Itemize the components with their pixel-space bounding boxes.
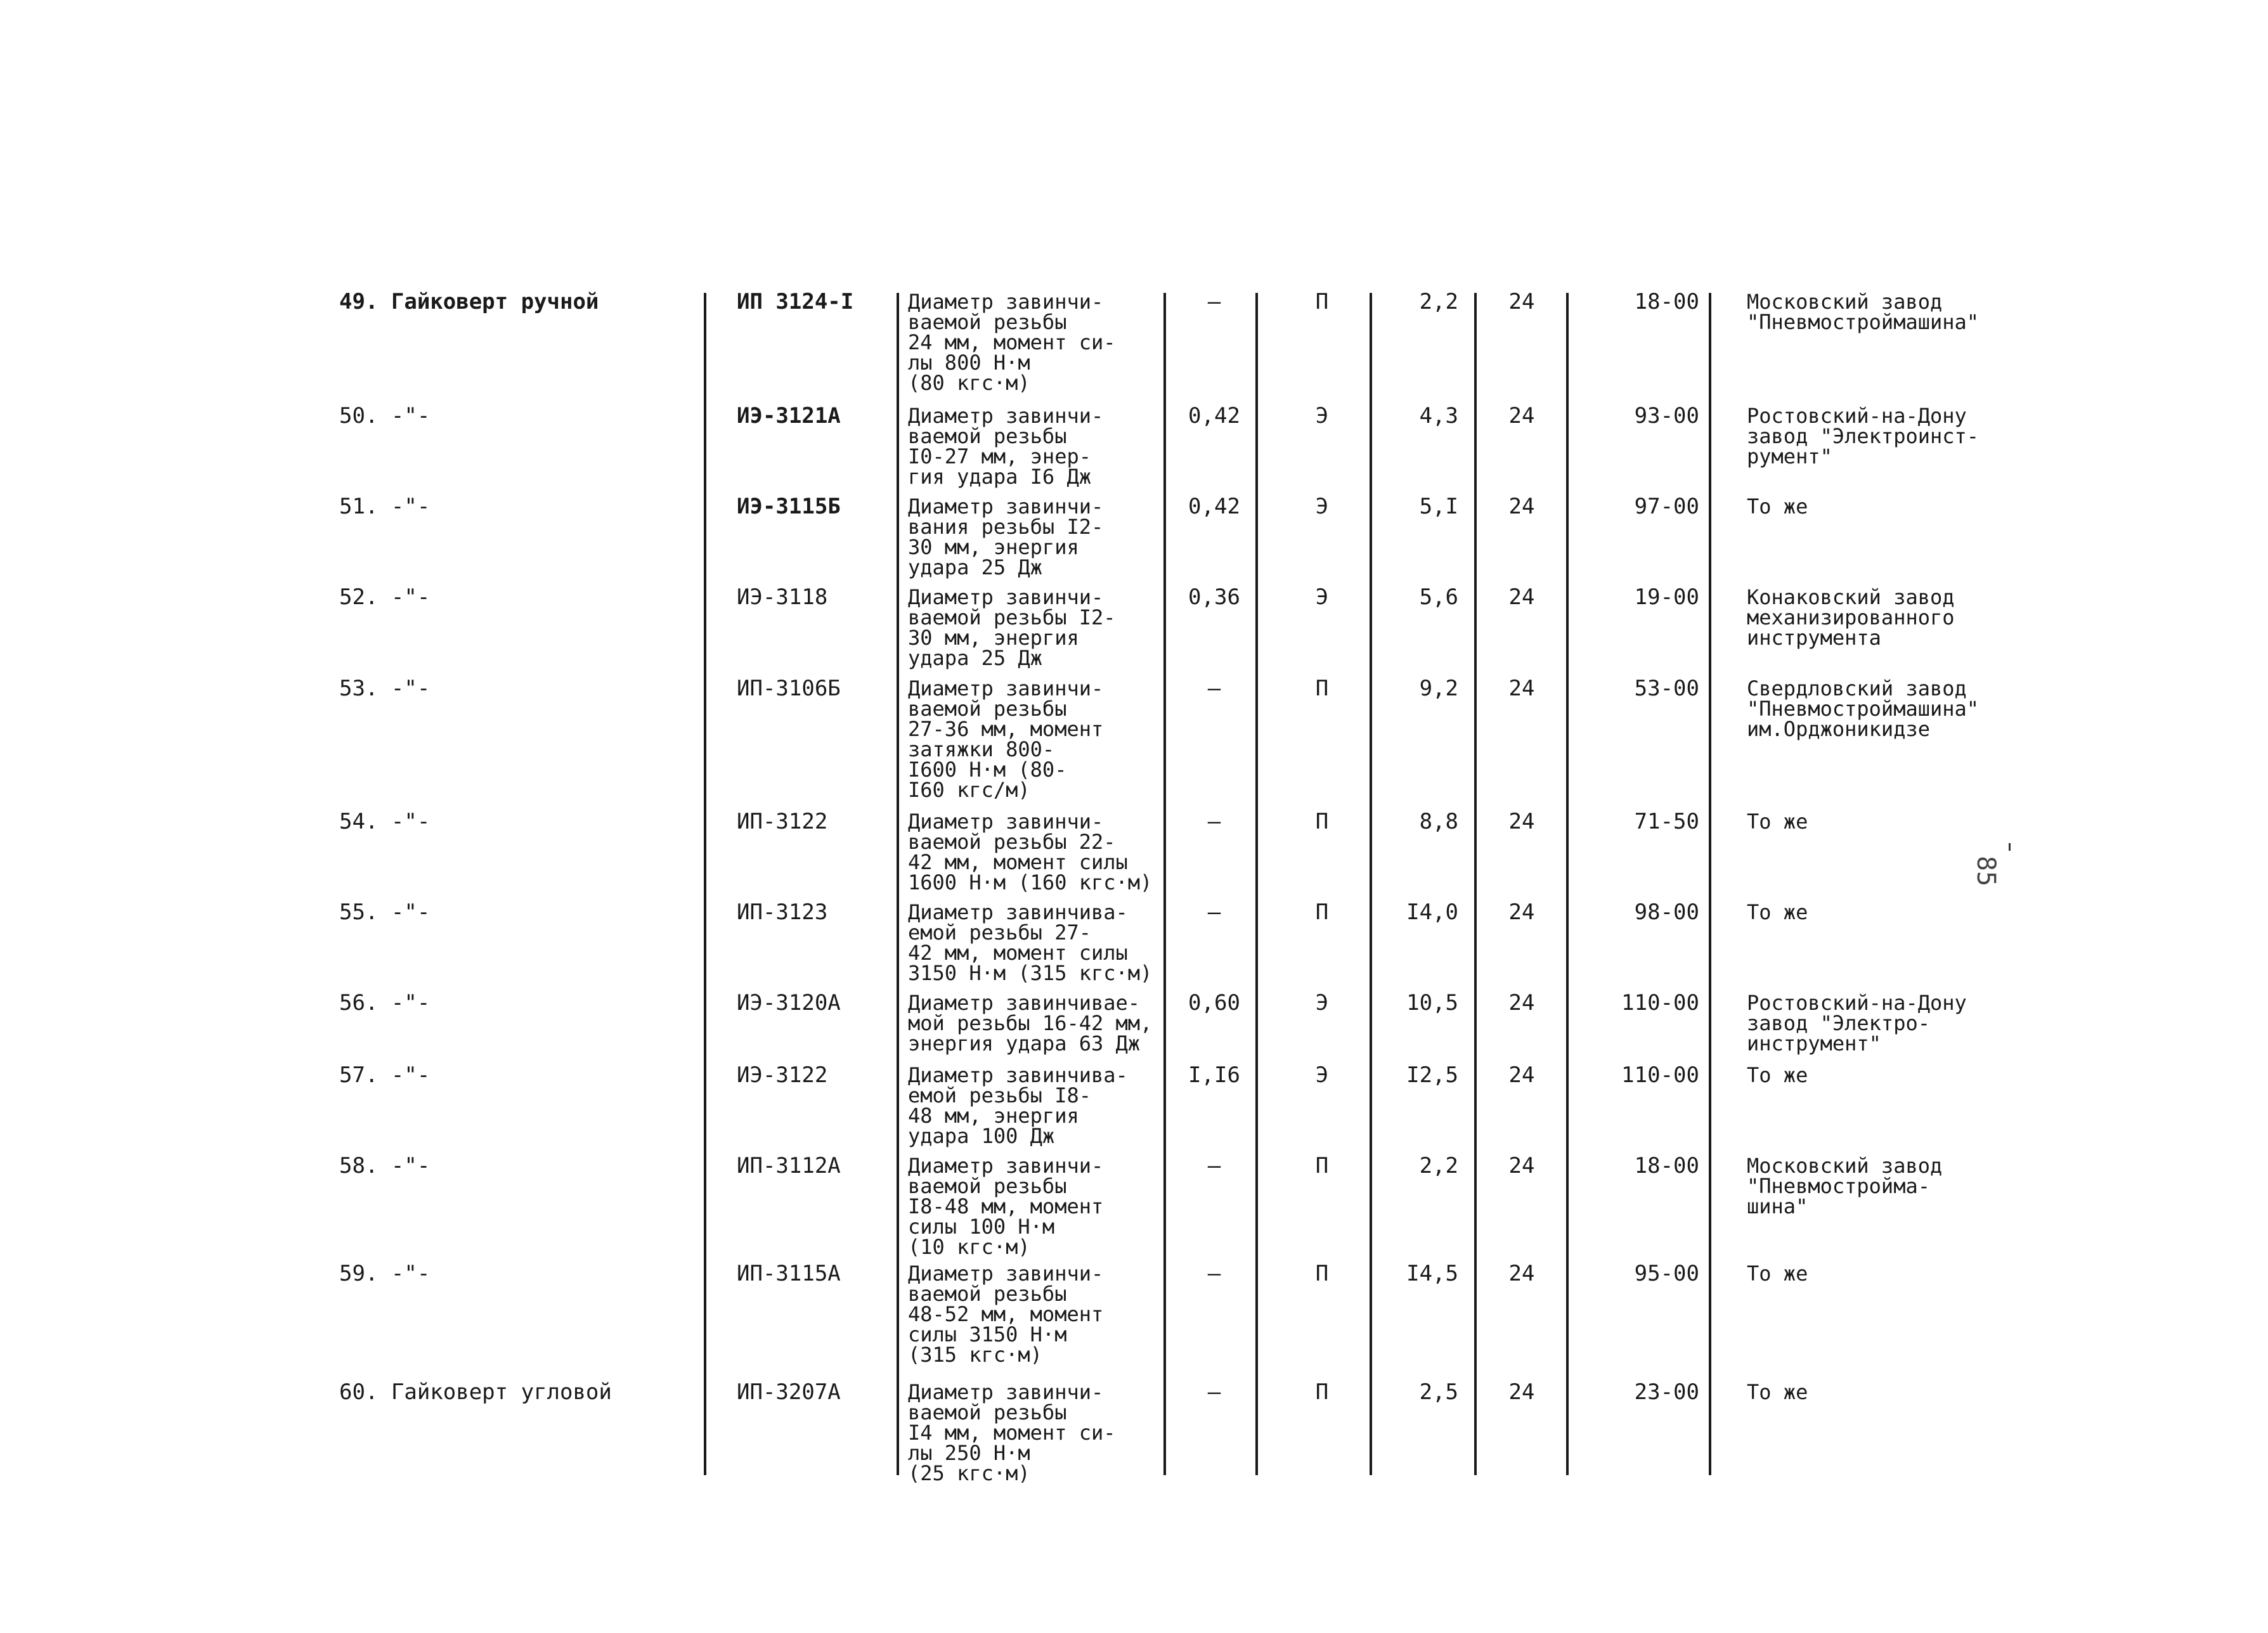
power-value: – — [1207, 900, 1221, 925]
item-name: 56. -"- — [339, 990, 431, 1016]
mass-value: 5,I — [1419, 494, 1458, 519]
model-code: ИП-3112А — [737, 1153, 841, 1178]
model-code: ИЭ-3115Б — [737, 494, 841, 519]
voltage-value: 24 — [1508, 676, 1535, 701]
voltage-value: 24 — [1508, 494, 1535, 519]
power-value: 0,36 — [1188, 584, 1240, 610]
voltage-value: 24 — [1508, 403, 1535, 429]
mass-value: 10,5 — [1406, 990, 1458, 1016]
price-value: 98-00 — [1634, 900, 1699, 925]
manufacturer: То же — [1747, 900, 1808, 924]
manufacturer: Свердловский завод "Пневмостроймашина" им.Орджоникидзе — [1747, 676, 1980, 741]
model-code: ИП 3124-I — [737, 289, 854, 314]
manufacturer: Московский завод "Пневмостроймашина" — [1747, 290, 1980, 334]
item-description: Диаметр завинчи- ваемой резьбы 24 мм, момент си- лы 800 Н·м (80 кгс·м) — [908, 290, 1116, 395]
column-rule — [1370, 293, 1372, 1475]
page-number-tick — [2009, 843, 2011, 851]
item-description: Диаметр завинчи- ваемой резьбы I8-48 мм, момент силы 100 Н·м (10 кгс·м) — [908, 1154, 1104, 1259]
model-code: ИП-3115А — [737, 1261, 841, 1286]
power-value: 0,42 — [1188, 494, 1240, 519]
manufacturer: То же — [1747, 1380, 1808, 1404]
item-name: 49. Гайковерт ручной — [339, 289, 599, 314]
item-description: Диаметр завинчива- емой резьбы 27- 42 мм, момент силы 3150 Н·м (315 кгс·м) — [908, 900, 1153, 985]
price-value: 23-00 — [1634, 1379, 1699, 1405]
voltage-value: 24 — [1508, 1062, 1535, 1088]
model-code: ИП-3123 — [737, 900, 828, 925]
model-code: ИЭ-3120А — [737, 990, 841, 1016]
model-code: ИП-3207А — [737, 1379, 841, 1405]
manufacturer: Московский завод "Пневмостроймa- шина" — [1747, 1154, 1943, 1218]
column-rule — [704, 293, 706, 1475]
column-rule — [1255, 293, 1258, 1475]
voltage-value: 24 — [1508, 1261, 1535, 1286]
item-description: Диаметр завинчи- ваемой резьбы I4 мм, момент си- лы 250 Н·м (25 кгс·м) — [908, 1380, 1116, 1485]
item-description: Диаметр завинчи- ваемой резьбы 27-36 мм, момент затяжки 800- I600 Н·м (80- I60 кгс/м) — [908, 676, 1104, 802]
mass-value: 8,8 — [1419, 809, 1458, 834]
price-value: 18-00 — [1634, 1153, 1699, 1178]
drive-type: П — [1315, 1153, 1329, 1178]
item-name: 55. -"- — [339, 900, 431, 925]
item-name: 58. -"- — [339, 1153, 431, 1178]
power-value: – — [1207, 676, 1221, 701]
voltage-value: 24 — [1508, 900, 1535, 925]
column-rule — [1709, 293, 1711, 1475]
item-name: 50. -"- — [339, 403, 431, 429]
mass-value: 2,5 — [1419, 1379, 1458, 1405]
item-description: Диаметр завинчи- ваемой резьбы I0-27 мм, энер- гия удара I6 Дж — [908, 404, 1104, 489]
price-value: 93-00 — [1634, 403, 1699, 429]
price-value: 18-00 — [1634, 289, 1699, 314]
drive-type: Э — [1315, 990, 1329, 1016]
mass-value: I2,5 — [1406, 1062, 1458, 1088]
model-code: ИП-3106Б — [737, 676, 841, 701]
drive-type: П — [1315, 900, 1329, 925]
drive-type: П — [1315, 289, 1329, 314]
item-name: 57. -"- — [339, 1062, 431, 1088]
voltage-value: 24 — [1508, 289, 1535, 314]
column-rule — [1566, 293, 1569, 1475]
price-value: 95-00 — [1634, 1261, 1699, 1286]
drive-type: Э — [1315, 403, 1329, 429]
voltage-value: 24 — [1508, 584, 1535, 610]
voltage-value: 24 — [1508, 1379, 1535, 1405]
model-code: ИП-3122 — [737, 809, 828, 834]
model-code: ИЭ-3122 — [737, 1062, 828, 1088]
drive-type: П — [1315, 1261, 1329, 1286]
item-name: 51. -"- — [339, 494, 431, 519]
item-description: Диаметр завинчи- ваемой резьбы I2- 30 мм, энергия удара 25 Дж — [908, 585, 1116, 670]
mass-value: I4,5 — [1406, 1261, 1458, 1286]
item-name: 54. -"- — [339, 809, 431, 834]
drive-type: П — [1315, 676, 1329, 701]
power-value: – — [1207, 1261, 1221, 1286]
page-number: 85 — [1971, 856, 2000, 887]
model-code: ИЭ-3118 — [737, 584, 828, 610]
mass-value: I4,0 — [1406, 900, 1458, 925]
price-value: 53-00 — [1634, 676, 1699, 701]
item-name: 53. -"- — [339, 676, 431, 701]
column-rule — [1474, 293, 1477, 1475]
manufacturer: Ростовский-на-Дону завод "Электро- инструмент" — [1747, 991, 1967, 1055]
power-value: 0,42 — [1188, 403, 1240, 429]
price-value: 110-00 — [1621, 990, 1699, 1016]
column-rule — [897, 293, 899, 1475]
voltage-value: 24 — [1508, 809, 1535, 834]
price-value: 110-00 — [1621, 1062, 1699, 1088]
power-value: – — [1207, 1379, 1221, 1405]
manufacturer: То же — [1747, 1262, 1808, 1286]
manufacturer: То же — [1747, 494, 1808, 519]
mass-value: 4,3 — [1419, 403, 1458, 429]
price-value: 97-00 — [1634, 494, 1699, 519]
power-value: – — [1207, 1153, 1221, 1178]
item-description: Диаметр завинчи- вания резьбы I2- 30 мм, энергия удара 25 Дж — [908, 494, 1104, 579]
power-value: 0,60 — [1188, 990, 1240, 1016]
price-value: 19-00 — [1634, 584, 1699, 610]
voltage-value: 24 — [1508, 1153, 1535, 1178]
price-value: 71-50 — [1634, 809, 1699, 834]
mass-value: 9,2 — [1419, 676, 1458, 701]
model-code: ИЭ-3121А — [737, 403, 841, 429]
power-value: – — [1207, 289, 1221, 314]
manufacturer: То же — [1747, 1063, 1808, 1087]
power-value: I,I6 — [1188, 1062, 1240, 1088]
drive-type: Э — [1315, 1062, 1329, 1088]
drive-type: П — [1315, 809, 1329, 834]
item-description: Диаметр завинчива- емой резьбы I8- 48 мм, энергия удара 100 Дж — [908, 1063, 1128, 1148]
manufacturer: Ростовский-на-Дону завод "Электроинст- румент" — [1747, 404, 1980, 468]
item-description: Диаметр завинчи- ваемой резьбы 22- 42 мм, момент силы 1600 Н·м (160 кгс·м) — [908, 810, 1153, 894]
item-description: Диаметр завинчивае- мой резьбы 16-42 мм, энергия удара 63 Дж — [908, 991, 1153, 1055]
manufacturer: Конаковский завод механизированного инструмента — [1747, 585, 1955, 650]
drive-type: Э — [1315, 584, 1329, 610]
item-description: Диаметр завинчи- ваемой резьбы 48-52 мм, момент силы 3150 Н·м (315 кгс·м) — [908, 1262, 1104, 1367]
item-name: 52. -"- — [339, 584, 431, 610]
drive-type: Э — [1315, 494, 1329, 519]
item-name: 60. Гайковерт угловой — [339, 1379, 612, 1405]
manufacturer: То же — [1747, 810, 1808, 834]
mass-value: 2,2 — [1419, 1153, 1458, 1178]
mass-value: 5,6 — [1419, 584, 1458, 610]
drive-type: П — [1315, 1379, 1329, 1405]
power-value: – — [1207, 809, 1221, 834]
item-name: 59. -"- — [339, 1261, 431, 1286]
mass-value: 2,2 — [1419, 289, 1458, 314]
voltage-value: 24 — [1508, 990, 1535, 1016]
